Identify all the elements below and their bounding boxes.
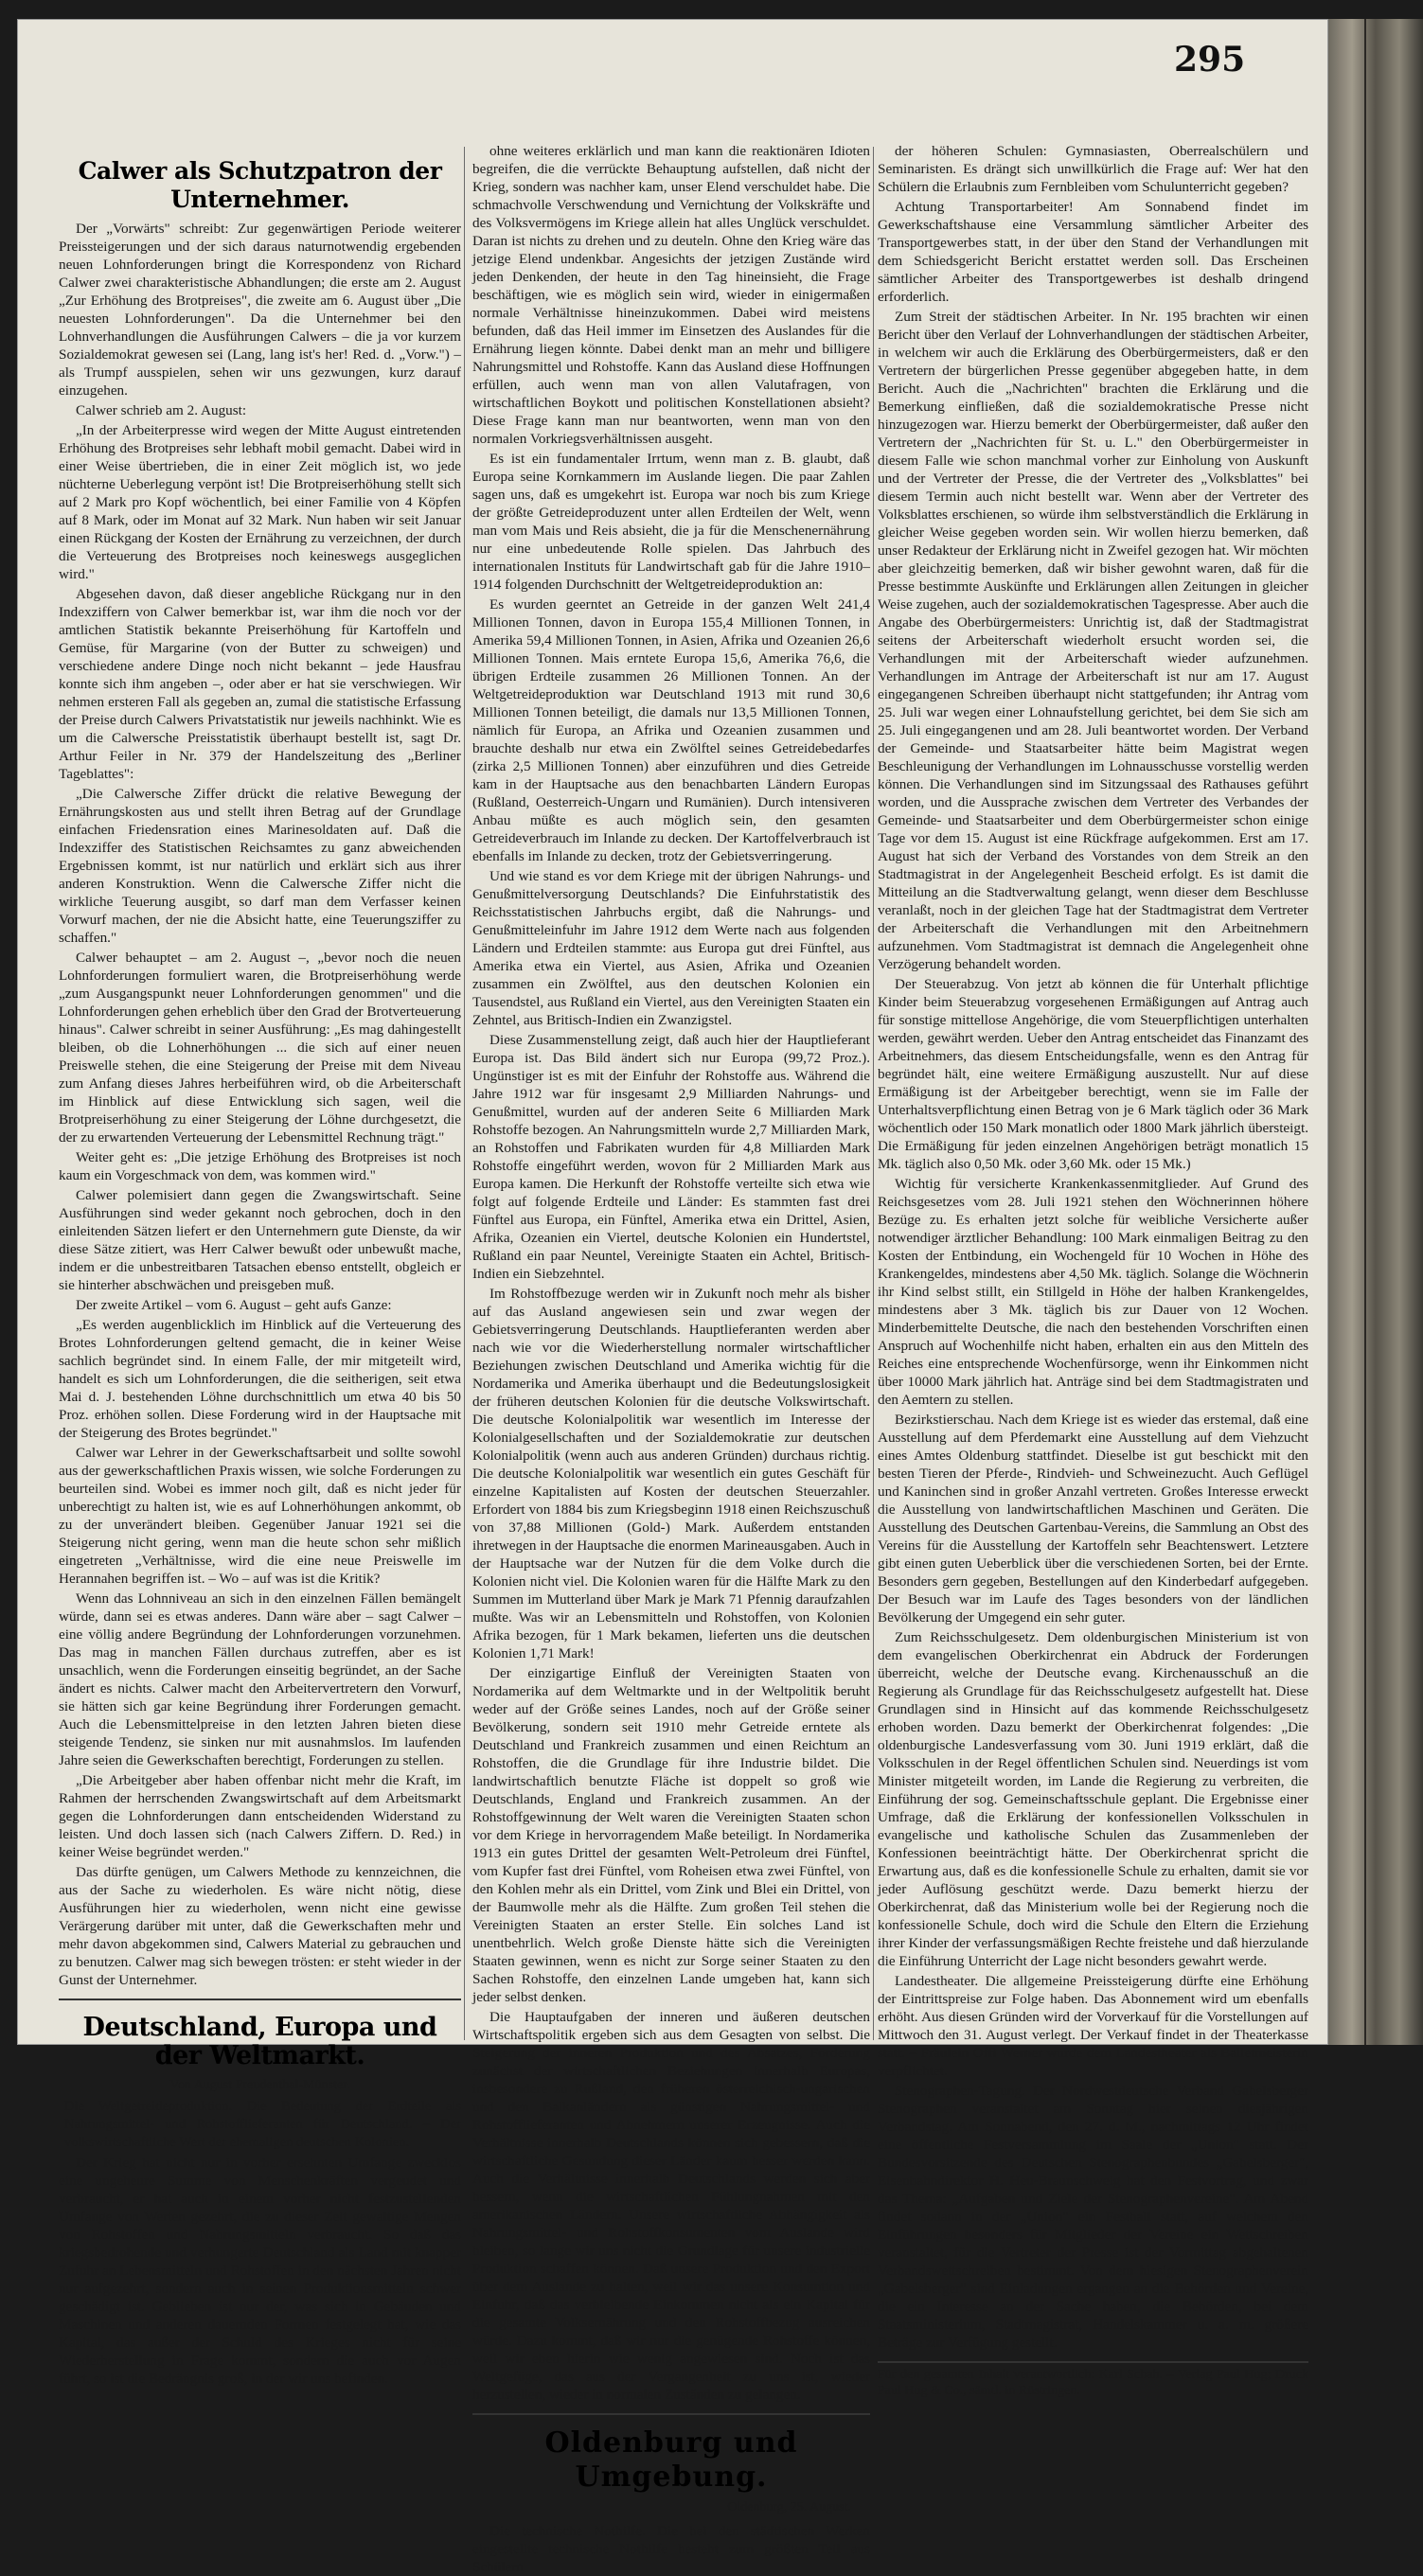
paragraph: Der „Vorwärts" schreibt: Zur gegenwärtigen Periode weiterer Preissteigerungen und der sich daraus naturnotwendig ergebenden neuen Lohnforderungen bringt die Korrespondenz von Richard Calwer zwei charakteristische Abhandlungen; die erste am 2. August „Zur Erhöhung des Brotpreises", die zweite am 6. August über „Die neuesten Lohnforderungen". Da die Unternehmer bei den Lohnverhandlungen die Ausführungen Calwers – die ja vor kurzem Sozialdemokrat gewesen sei (Lang, lang ist's her! Red. d. „Vorw.") – als Trumpf ausspielen, sehen wir uns gezwungen, kurz darauf einzugehen. xyxy=(59,221,461,399)
paragraph: Im Rohstoffbezuge werden wir in Zukunft noch mehr als bisher auf das Ausland angewiesen sein und zwar wegen der Gebietsverringerung Deutschlands. Hauptlieferanten werden aber nach wie vor die Wiederherstellung normaler wirtschaftlicher Beziehungen zwischen Deutschland und Amerika wichtig für die Nordamerika und Amerika überhaupt und die Bedeutungslosigkeit der früheren deutschen Kolonien für die deutsche Volkswirtschaft. Die deutsche Kolonialpolitik war wesentlich im Interesse der Kolonialgesellschaften und der Sozialdemokratie zur deutschen Kolonialpolitik (wenn auch aus anderen Gründen) durchaus richtig. Die deutsche Kolonialpolitik war wesentlich ein gutes Geschäft für einzelne Kapitalisten auf Kosten der deutschen Steuerzahler. Erfordert von 1884 bis zum Kriegsbeginn 1918 einen Reichszuschuß von 37,88 Millionen (Gold-) Mark. Außerdem entstanden ihretwegen in der Hauptsache die enormen Marineausgaben. Auch in der Hauptsache war der Nutzen für die dem Volke durch die Kolonien nicht viel. Die Kolonien waren für die Hälfte Mark zu den Summen im Mutterland über Mark je Mark 71 Pfennig daraufzahlen mußte. Was wir an Lebensmitteln und Rohstoffen, von Kolonien Afrika bezogen, für 1 Mark bekamen, lieferten uns die deutschen Kolonien 1,71 Mark! xyxy=(472,1286,870,1661)
paragraph: Calwer war Lehrer in der Gewerkschaftsarbeit und sollte sowohl aus der gewerkschaftlichen Praxis wissen, wie solche Forderungen zu beurteilen sind. Wobei es immer noch gilt, daß es nicht jeder für unberechtigt zu halten ist, wie es auf Lohnerhöhungen ankommt, ob zu der unverändert bleiben. Gegenüber Januar 1921 sei die Steigerung nicht gering, wenn man die heute schon sehr mißlich eingetreten „Verhältnisse, wird die eine neue Preiswelle im Herannahen begriffen ist. – Wo – auf was ist die Kritik? xyxy=(59,1445,461,1587)
article-body xyxy=(59,220,461,1989)
imprint-footer: Für den gesamten Inhalt verantwortlich: Karl Schah. – Verlag Paul Hug; Druck Paul Hug & Co., sämtl. in Rüstringen. xyxy=(878,2361,1308,2399)
paragraph: „In der Arbeiterpresse wird wegen der Mitte August eintretenden Erhöhung des Brotpreises sehr lebhaft mobil gemacht. Dabei wird in einer Weise übertrieben, die in einer Zeit möglich ist, wo jede nüchterne Ueberlegung verpönt ist! Die Brotpreiserhöhung stellt sich auf 2 Mark pro Kopf wöchentlich, bei einer Familie von 4 Köpfen auf 8 Mark, oder im Monat auf 32 Mark. Nun haben wir seit Januar einen Rückgang der Kosten der Ernährung zu verzeichnen, der durch die Verteuerung des Brotpreises noch keineswegs ausgeglichen wird." xyxy=(59,422,461,582)
paragraph: Achtung Transportarbeiter! Am Sonnabend findet im Gewerkschaftshause eine Versammlung sämtlicher Arbeiter des Transportgewerbes statt, in der über den Stand der Verhandlungen mit dem Schiedsgericht Bericht erstattet werden soll. Das Erscheinen sämtlicher Arbeiter des Transportgewerbes ist deshalb dringend erforderlich. xyxy=(878,199,1308,305)
regional-section-headline: Oldenburg und Umgebung. xyxy=(544,2426,798,2494)
paragraph: Der Steuerabzug. Von jetzt ab können die für Unterhalt pflichtige Kinder beim Steuerabzug vorgesehenen Ermäßigungen auf Antrag auch für sonstige mittellose Angehörige, die vom Steuerpflichtigen unterhalten werden, gewährt werden. Ueber den Antrag entscheidet das Finanzamt des Arbeitnehmers, das diesem Entscheidungsfalle, wenn es den Antrag für begründet hält, eine weitere Ermäßigung auszustellt. Nur auf diese Ermäßigung ist der Arbeitgeber berechtigt, wenn sie im Falle der Unterhaltsverpflichtung einen Betrag von je 6 Mark täglich oder 36 Mark wöchentlich oder 150 Mark monatlich oder 1800 Mark jährlich übersteigt. Die Ermäßigung für jeden einzelnen Angehörigen beträgt monatlich 15 Mk. täglich also 0,50 Mk. oder 3,60 Mk. oder 15 Mk.) xyxy=(878,976,1308,1172)
paragraph: Wenn das Lohnniveau an sich in den einzelnen Fällen bemängelt würde, dann sei es etwas anderes. Dann wäre aber – sagt Calwer – eine völlig andere Begründung der Lohnforderungen vorzunehmen. Das mag in manchen Fällen durchaus zutreffen, aber es ist unsachlich, wenn die Forderungen einseitig begründet, an der Sache ändert es nichts. Calwer macht den Arbeitervertretern den Vorwurf, sie hätten sich gar keine Begründung ihrer Forderungen gemacht. Auch die Lebensmittelpreise in den letzten Jahren bieten diese steigende Tendenz, sie sinken nur mit ausnahmslos. Im laufenden Jahre seien die Gewerkschaften berechtigt, Forderungen zu stellen. xyxy=(59,1590,461,1768)
paragraph: ohne weiteres erklärlich und man kann die reaktionären Idioten begreifen, die die verrückte Behauptung aufstellen, daß nicht der Krieg, sondern was nachher kam, unser Elend verschuldet habe. Die schmachvolle Verschwendung und Vernichtung der Volkskräfte und des Volksvermögens im Kriege allein hat alles Unglück verschuldet. Daran ist nichts zu drehen und zu deuteln. Ohne den Krieg wäre das jetzige Elend undenkbar. Angesichts der jetzigen Zustände wird jeden Denkenden, der heute in den Tag hineinsieht, die Frage beschäftigen, wie es möglich sein wird, wieder in einigermaßen normale Verhältnisse hineinzukommen. Dabei wird meistens befunden, daß das Heil immer im Einsetzen des Auslandes für die Ernährung liegen könnte. Dabei denkt man an mehr und billigere Nahrungsmittel und Rohstoffe. Kann das Ausland diese Hoffnungen erfüllen, auch wenn man von allen Valutafragen, von wirtschaftlichen Boykott und politischen Konstellationen absieht? Diese Frage kann man nur beantworten, wenn man von den normalen Vorkriegsverhältnissen ausgeht. xyxy=(472,143,870,447)
article-headline: Deutschland, Europa und der Weltmarkt. xyxy=(82,2013,437,2070)
section-divider xyxy=(472,2413,870,2415)
article-headline: Calwer als Schutzpatron der Unternehmer. xyxy=(78,157,442,213)
paragraph: Calwer schrieb am 2. August: xyxy=(76,402,247,418)
paragraph: Das dürfte genügen, um Calwers Methode zu kennzeichnen, die aus der Sache zu wiederholen. Es wäre nicht nötig, diese Ausführungen hier zu wiederholen, wenn nicht eine gewisse Verärgerung darüber mit unter, daß die Gewerkschaften mehr und mehr davon abgekommen sind, Calwers Material zu gebrauchen und zu benutzen. Calwer mag sich bewegen trösten: er steht wieder in der Gunst der Unternehmer. xyxy=(59,1864,461,1988)
book-binding xyxy=(1328,19,1423,2045)
column-1 xyxy=(59,142,461,2387)
paragraph: Landestheater. Die allgemeine Preissteigerung dürfte eine Erhöhung der Eintrittspreise zur Folge haben. Das Abonnement wird um ebenfalls erhöht. Aus diesen Gründen wird der Vorverkauf für die Vorstellungen auf Mittwoch den 31. August verlegt. Der Verkauf findet in der Theaterkasse statt. – Fräulein Offi Werner wurde dem Landestheater als Balletmeisterin verpflichtet. xyxy=(878,1973,1308,2079)
paragraph: „Es werden augenblicklich im Hinblick auf die Verteuerung des Brotes Lohnforderungen geltend gemacht, die in keiner Weise sachlich begründet sind. In einem Falle, der mir mitgeteilt wird, handelt es sich um Lohnforderungen, die die seitherigen, seit etwa Mai d. J. bestehenden Löhne durchschnittlich um etwa 40 bis 50 Proz. erhöhen sollen. Diese Forderung wird in der Hauptsache mit der Steigerung des Brotes begründet." xyxy=(59,1317,461,1441)
paragraph: Zum Streit der städtischen Arbeiter. In Nr. 195 brachten wir einen Bericht über den Verlauf der Lohnverhandlungen der städtischen Arbeiter, in welchem wir auch die Erklärung des Oberbürgermeisters, daß er den Vertretern der bürgerlichen Presse gegenüber abgegeben hatte, in dem Bericht. Auch die „Nachrichten" brachten die Erklärung und die Bemerkung einfließen, daß die sozialdemokratische Presse nicht hinzugezogen war. Hierzu bemerkt der Oberbürgermeister, daß außer den Vertretern der „Nachrichten für St. u. L." den Oberbürgermeister in diesem Falle wie schon manchmal vorher zur Einholung von Auskunft und der Vertreter der Presse, die der Vertreter des „Volksblattes" bei diesem Termin auch nicht bestellt war. Wenn aber der Vertreter des Volksblattes erschienen, so würde ihm selbstverständlich die Erklärung in gleicher Weise gegeben worden sein. Wir wollen hierzu bemerken, daß unser Redakteur der Erklärung nicht in Zweifel gezogen hat. Wir möchten aber gleichzeitig bemerken, daß wir bisher gewohnt waren, daß für die Presse bestimmte Auskünfte und Erklärungen allen Zeitungen in gleicher Weise zugehen, auch der sozialdemokratischen Tagespresse. Aber auch die Angabe des Oberbürgermeisters: Unrichtig ist, daß der Stadtmagistrat seitens der Arbeiterschaft wiederholt ersucht worden sei, die Verhandlungen mit der Arbeiterschaft wieder aufzunehmen. Verhandlungen im Antrage der Arbeiterschaft ist nur am 17. August eingegangenen Schreiben überhaupt nicht stattgefunden; ihr Antrag vom 25. Juli war wegen einer Lohnaufstellung gerichtet, bei dem Sie sich am 25. Juli eingegangenen und am 28. Juli beantwortet worden. Der Verband der Gemeinde- und Staatsarbeiter hätte beim Magistrat wegen Beschleunigung der Verhandlungen im Lohnausschusse vorstellig werden können. Die Verhandlungen sind im Sitzungssaal des Rathauses geführt worden, und die Aussprache zwischen dem Vertreter des Verbandes der Gemeinde- und Staatsarbeiter und dem Oberbürgermeister schon einige Tage vor dem 15. August ist eine Rückfrage aufgekommen. Erst am 17. August hat sich der Verband des Vorstandes von dem Streik an den Stadtmagistrat in der Angelegenheit Bescheid erfolgt. Es ist damit die Mitteilung an die Stadtverwaltung gelangt, wenn dieser dem Beschlusse veranlaßt, noch in der gleichen Tage hat der Stadtmagistrat dem Vertreter der Arbeiterschaft die Verhandlungen mit den Arbeitnehmern aufzunehmen. Vom Stadtmagistrat ist demnach die Angelegenheit ohne Verzögerung behandelt worden. xyxy=(878,309,1308,972)
page-number: 295 xyxy=(1174,40,1246,80)
paragraph: Es ist ein fundamentaler Irrtum, wenn man z. B. glaubt, daß Europa seine Kornkammern im Auslande liegen. Die paar Zahlen sagen uns, daß es umgekehrt ist. Europa war noch bis zum Kriege der größte Getreideproduzent unter allen Erdteilen der Welt, wenn man vom Mais und Reis absieht, die ja für die Menschenernährung nur eine unbedeutende Rolle spielen. Das Jahrbuch des internationalen Instituts für Landwirtschaft gab für die Jahre 1910–1914 folgenden Durchschnitt der Weltgetreideproduktion an: xyxy=(472,451,870,593)
paragraph: der höheren Schulen: Gymnasiasten, Oberrealschülern und Seminaristen. Es drängt sich unwillkürlich die Frage auf: Wer hat den Schülern die Erlaubnis zum Fernbleiben vom Schulunterricht gegeben? xyxy=(878,143,1308,195)
paragraph: Calwer polemisiert dann gegen die Zwangswirtschaft. Seine Ausführungen sind weder gekannt noch gebrochen, doch in den einleitenden Sätzen liefert er den Unternehmern gute Dienste, da wir diese Sätze zitiert, was Herr Calwer bewußt oder unbewußt mache, indem er die unbestreitbaren Tatsachen ebenso entstellt, obgleich er sie hinterher abschwächen und preisgeben muß. xyxy=(59,1187,461,1293)
paragraph: Und wie stand es vor dem Kriege mit der übrigen Nahrungs- und Genußmittelversorgung Deutschlands? Die Einfuhrstatistik des Reichsstatistischen Jahrbuchs ergibt, daß die Nahrungs- und Genußmitteleinfuhr im Jahre 1912 dem Werte nach aus folgenden Ländern und Erdteilen stammte: aus Europa gut drei Fünftel, aus Amerika etwa ein Viertel, aus Asien, Afrika und Ozeanien zusammen ein Zwölftel, aus den deutschen Kolonien ein Tausendstel, aus Rußland ein Viertel, aus den Vereinigten Staaten ein Zehntel, aus Britisch-Indien ein Zwanzigstel. xyxy=(472,868,870,1028)
article-summary: Die Weltgetreideproduktion. Die Bedeutung der Erdteile als Nahrungsmittel- und Rohstofflieferanten für Deutschland. – Der volkswirtschaftliche Wert der ehemaligen deutschen Kolonien. xyxy=(64,2099,461,2150)
column-3 xyxy=(878,142,1308,2398)
section-divider xyxy=(59,1999,461,2000)
column-rule xyxy=(464,147,465,2040)
paragraph: Der einzigartige Einfluß der Vereinigten Staaten von Nordamerika auf dem Weltmarkte und in der Weltpolitik beruht weder auf der Größe seines Landes, noch auf der Größe seiner Bevölkerung, sondern seit 1910 mehr Getreide erntete als Deutschland und Frankreich zusammen und einen Reichtum an Rohstoffen, die die Grundlage für ihre Industrie bildet. Die landwirtschaftlich benutzte Fläche ist doppelt so groß wie Deutschlands, England und Frankreich zusammen. An der Rohstoffgewinnung der Welt waren die Vereinigten Staaten schon vor dem Kriege in hervorragendem Maße beteiligt. In Nordamerika 1913 ein gutes Drittel der gesamten Welt-Petroleum drei Fünftel, vom Kupfer fast drei Fünftel, vom Roheisen etwa zwei Fünftel, von den Kohlen mehr als ein Drittel, vom Zink und Blei ein Drittel, von der Baumwolle mehr als die Hälfte. Zum großen Teil stehen die Vereinigten Staaten an erster Stelle. Ein solches Land ist unentbehrlich. Welch große Dienste hätte sich die Vereinigten Staaten gewinnen, wenn es nicht zur Sorge seiner Staaten zu den Sachen Rohstoffe, den einzelnen Lande umgeben hat, kann sich jeder selbst denken. xyxy=(472,1665,870,2005)
paragraph: Die Hauptaufgaben der inneren und äußeren deutschen Wirtschaftspolitik ergeben sich aus dem Gesagten von selbst. Die Steigerung der inneren Produktion und des Absatzes, Förderung zunächst der wirtschaftlichen Beziehungen innerhalb Europas, insbesondere zu Rußland, den früheren österreichisch-ungarischen und den Balkanländern als günstigen Nahrungsmittel- und Rohstofflieferanten und Abnehmern unserer Erzeugnisse. Auch die Verhältnisse innerhalb Deutschlands können sich gebessern, daß die wirtschaftliche Gesundung dieser Länder kaum besser werden kann. Auch die Verhältnisse innerhalb Deutschlands werden sich aber bessern, wenn die wirtschaftlichen Fühlungnahmen mit den amerikanischen Ländern. Unsere wirtschaftliche Abhängigkeit als Nahrungsmittel- und Rohstoffkonsumenten vom Auslande wird bleiben, so lange wir uns nicht die Grundlage für unsere industrielle Produktion schaffen können. Daß unsere Produktion und den Export über dem Auslande zu halten, weil wir das unsere Konsumtion und Einfuhr, daß das verbleibende Einkommen nicht als ein Kapital für die gesamte Volksernährung und den Rohstoffbezug ausreichen würde. Dazu kommt, daß wir nur die genügende Rohstoffe können, weil wir eben hierin wie wenig angewiesen sind. Noch ist das Weltgefüge, das aus der Vergangenheit zu uns ist, wieder herzustellen, wieder in normalen Zuständen zu gelangen. xyxy=(472,2009,870,2403)
column-rule xyxy=(873,147,874,2040)
paragraph: Die technische Nothilfe. Die bei den städtischen Werken eingestellte technische Nothilfe besteht zum größten Teil aus Schülern xyxy=(472,2523,870,2575)
paragraph: Weiter geht es: „Die jetzige Erhöhung des Brotpreises ist noch kaum ein Vorgeschmack von dem, was kommen wird." xyxy=(59,1149,461,1183)
paragraph: Calwer behauptet – am 2. August –, „bevor noch die neuen Lohnforderungen formuliert waren, die Brotpreiserhöhung werde „zum Ausgangspunkt neuer Lohnforderungen genommen" und die Lohnforderungen gehen erheblich über den Grad der Brotverteuerung hinaus". Calwer schreibt in seiner Ausführung: „Es mag dahingestellt bleiben, ob die Lohnerhöhungen ... die sich auf einer neuen Preiswelle stehen, die eine Steigerung der Preise mit dem Niveau zum Anfang dieses Jahres herbeiführen wird, ob die Arbeiterschaft im Hinblick auf diese Entwicklung sich sagen, weil die Brotpreiserhöhung zu einer Steigerung der Löhne durchgesetzt, die der zu erwartenden Verteuerung der Lebensmittel Rechnung trägt." xyxy=(59,950,461,1146)
paragraph: Abgesehen davon, daß dieser angebliche Rückgang nur in den Indexziffern von Calwer bemerkbar ist, war ihm die noch vor der amtlichen Statistik bekannte Preiserhöhung für Kartoffeln und Gemüse, für Margarine (von der Butter zu schweigen) und verschiedene andere Dinge noch nicht bekannt – jede Hausfrau konnte sich ihm angeben –, oder aber er hat sie verschwiegen. Wir nehmen ersteren Fall als gegeben an, zumal die statistische Erfassung der Preise durch Calwers Privatstatistik nur jeweils nachhinkt. Wie es um die Calwersche Preisstatistik überhaupt bestellt ist, sagt Dr. Arthur Feiler in Nr. 379 der Handelszeitung des „Berliner Tageblattes": xyxy=(59,586,461,782)
byline: Von August Freudenthal-Münster. xyxy=(169,2078,350,2092)
paragraph: Der zweite Artikel – vom 6. August – geht aufs Ganze: xyxy=(76,1297,392,1313)
dateline: Oldenburg, 25. August. xyxy=(727,2500,851,2514)
paragraph: Es wurden geerntet an Getreide in der ganzen Welt 241,4 Millionen Tonnen, davon in Europa 155,4 Millionen Tonnen, in Amerika 59,4 Millionen Tonnen, in Asien, Afrika und Ozeanien 26,6 Millionen Tonnen. Mais erntete Europa 15,6, Amerika 76,6, die übrigen Erdteile zusammen 26 Millionen Tonnen. An der Weltgetreideproduktion war Deutschland 1913 mit rund 30,6 Millionen Tonnen beteiligt, die damals nur 13,5 Millionen Tonnen, nämlich für Europa, an Afrika und Ozeanien zusammen und brauchte deshalb nur etwa ein Zwölftel seines Getreidebedarfes (zirka 2,5 Millionen Tonnen) aber einzuführen und dies Getreide kam in der Hauptsache aus den benachbarten Ländern Europas (Rußland, Oesterreich-Ungarn und Rumänien). Durch intensiveren Anbau müßte es auch möglich sein, den gesamten Getreideverbrauch im Inlande zu decken. Der Kartoffelverbrauch ist ebenfalls im Inlande zu decken, trotz der Gebietsverringerung. xyxy=(472,596,870,864)
paragraph: Wichtig für versicherte Krankenkassenmitglieder. Auf Grund des Reichsgesetzes vom 28. Juli 1921 stehen den Wöchnerinnen höhere Bezüge zu. Es erhalten jetzt solche für weibliche Versicherte außer notwendiger ärztlicher Behandlung: 100 Mark einmaligen Beitrag zu den Kosten der Entbindung, ein Wochengeld für 10 Wochen in Höhe des Krankengeldes, mindestens aber 4,50 Mk. täglich. Solange die Wöchnerin ihr Kind selbst stillt, ein Stillgeld in Höhe der halben Krankengeldes, mindestens aber 3 Mk. täglich bis zur Dauer von 12 Wochen. Minderbemittelte Deutsche, die nach den bestehenden Vorschriften einen Anspruch auf Wochenhilfe nicht haben, erhalten ein aus den Mitteln des Reiches eine entsprechende Wochenfürsorge, wenn ihr Einkommen nicht über 10000 Mark jährlich hat. Anträge sind bei dem Stadtmagistraten und den Aemtern zu stellen. xyxy=(878,1176,1308,1408)
paragraph: Stenographen-Tagung. Der Nordwestdeutsche Verband Gabelsberger Stenographen veranstaltet am Sonntag hier seinen diesjährigen Verbandstag. Am Sonnabend, den 27. d. M., nachmittags 12 Uhr findet eine öffentliche Festversammlung im Saale der „Union" statt. Der Bundesvorsitzende des Deutschen Stenographenbundes „Gabelsberger", Eisenbahndirektor H. Heu-Braunschweig hat den Festvortrag, und zwar das Thema: „Aufgaben und Ziele der Stenographenvereine". Am Abend findet sodann in der „Union" ein Festball statt, auf welchem den Einführungen besonders für Mitglieder der Vereine ein Wettschreiben veranstaltet, für die Vertreter der Presse ist der Vormittag abgehaltenen Verbandswettschreiben bestimmt. Von dem hiesigen Stenographenverein „Gabelsberger" sind Einladungen ergangen an die Behörden und Vereine, die ein Interesse an der Sache haben, die Behörden, bei dem Staatsministerium, Stadtmagistrat, Handelskammer u. a. m. größere Beträge zur Verfügung gestellt. xyxy=(878,2083,1308,2351)
paragraph: Zum Reichsschulgesetz. Dem oldenburgischen Ministerium ist von dem evangelischen Oberkirchenrat ein Abdruck der Forderungen überreicht, welche der Deutsche evang. Kirchenausschuß an die Regierung als Grundlage für das Reichsschulgesetz aufgestellt hat. Diese Grundlagen sind in Hinsicht auf das kommende Reichsschulgesetz erhoben worden. Dazu bemerkt der Oberkirchenrat folgendes: „Die oldenburgische Landesverfassung vom 30. Juni 1919 erklärt, daß die Volksschulen in der Regel öffentlichen Schulen sind. Neuerdings ist vom Minister mitgeteilt worden, im Lande die Regierung zu verbreiten, die Einführung der sog. Gemeinschaftsschule geplant. Die Ergebnisse einer Umfrage, daß die Erklärung der konfessionellen Volksschulen in evangelische und katholische Schulen das Zusammenleben der Konfessionen beeinträchtigt hätte. Der Oberkirchenrat spricht die Erwartung aus, daß es die konfessionelle Schule zu erhalten, damit sie vor jeder Auflösung geschützt werde. Dazu bemerkt hierzu der Oberkirchenrat, daß das Ministerium wolle bei der Regierung noch die konfessionelle Schule, doch wird die Schule den Eltern die Erziehung ihrer Kinder der verfassungsmäßigen Rechte freistehe und daß hierzulande die Einführung Unterricht der Lage nicht besonders gewahrt werde. xyxy=(878,1629,1308,1969)
paragraph: Diese Zusammenstellung zeigt, daß auch hier der Hauptlieferant Europa ist. Das Bild ändert sich nur Europa (99,72 Proz.). Ungünstiger ist es mit der Einfuhr der Rohstoffe aus. Während die Jahre 1912 war für insgesamt 2,9 Milliarden Nahrungs- und Genußmittel, wurden auf der anderen Seite 6 Milliarden Mark Rohstoffe bezogen. An Nahrungsmitteln wurde 2,7 Milliarden Mark, an Rohstoffen und Fabrikaten wurden für 4,8 Milliarden Mark Rohstoffe eingeführt werden, wovon für 2 Milliarden Mark aus Europa kamen. Die Herkunft der Rohstoffe verteilte sich etwa wie folgt auf folgende Erdteile und Länder: Es stammten fast drei Fünftel aus Europa, ein Fünftel, Amerika etwa ein Drittel, Asien, Afrika, Ozeanien ein Viertel, deutsche Kolonien ein Hundertstel, Rußland ein paar Neuntel, Vereinigte Staaten ein Achtel, Britisch-Indien ein Siebzehntel. xyxy=(472,1032,870,1282)
paragraph: Bezirkstierschau. Nach dem Kriege ist es wieder das erstemal, daß eine Ausstellung auf dem Pferdemarkt eine Ausstellung auf dem Viehzucht eines Amtes Oldenburg stattfindet. Dieselbe ist gut beschickt mit den besten Tieren der Pferde-, Rindvieh- und Schweinezucht. Auch Geflügel und Kaninchen sind in großer Anzahl vertreten. Großes Interesse erweckt die Ausstellung von landwirtschaftlichen Maschinen und Geräten. Die Ausstellung des Deutschen Gartenbau-Vereins, die Sammlung an Obst des Vereins für die Ausstellung der Kartoffeln sehr Beachtenswert. Letztere gibt einen guten Ueberblick über die verschiedenen Sorten, bei der Ernte. Besonders gern gegeben, Bestellungen auf den Kinderbedarf aufgegeben. Der Besuch war im Laufe des Tages besonders von der ländlichen Bevölkerung der Umgegend ein sehr guter. xyxy=(878,1412,1308,1626)
paragraph: „Die Arbeitgeber aber haben offenbar nicht mehr die Kraft, im Rahmen der herrschenden Zwangswirtschaft auf dem Arbeitsmarkt gegen die Lohnforderungen dann entscheidenden Widerstand zu leisten. Und doch lassen sich (nach Calwers Ziffern. D. Red.) in keiner Weise begründet werden." xyxy=(59,1772,461,1860)
column-2 xyxy=(472,142,870,2575)
newspaper-page xyxy=(17,19,1328,2575)
paragraph: „Die Calwersche Ziffer drückt die relative Bewegung der Ernährungskosten aus und stellt ihren Betrag auf der Grundlage einfachen Friedensration eines Marinesoldaten auf. Daß die Indexziffer des Statistischen Reichsamtes zu ganz abweichenden Ergebnissen kommt, ist nur natürlich und erklärt sich aus ihrer anderen Konstruktion. Wenn die Calwersche Ziffer nicht die wirkliche Teuerung ausgibt, so darf man dem Verfasser keinen Vorwurf machen, der nie die Absicht hatte, eine Teuerungsziffer zu schaffen." xyxy=(59,786,461,946)
paragraph: Der Krieg hat nicht nur in vorher ersehnten Umfange zwecklos eine ungeheure Summe von Menschenkräften vergeudet und verbraucht, er hat auch in einem vorher nicht festzustellenden Umfange von Werten gezehrt, die zu dieser Zeit gewaltige Mengen von Rohstoffen und Nahrungsmitteln verbraucht. So daß das kriegsbedrohende und verhungerte Deutschland als Land mit knapper Zufuhr an Lebensmitteln und Rohstoffen in den nächsten Jahren nicht nur aufgezehrt, sondern auch in seinen Produktionsmitteln schwer geschädigt ist. Geblieben ist nur der, was sich in Gebäuden und Maschinen und anderen dauernden Formen festgelegt hat, wie das Kapital, das außer der Schuld des Krieges nicht für seine Wiederherstellung in Frage kommt, sondern die auch vor Augen führt, so ist die Bedrängnis groß, in der wir uns befinden. xyxy=(59,2155,461,2387)
